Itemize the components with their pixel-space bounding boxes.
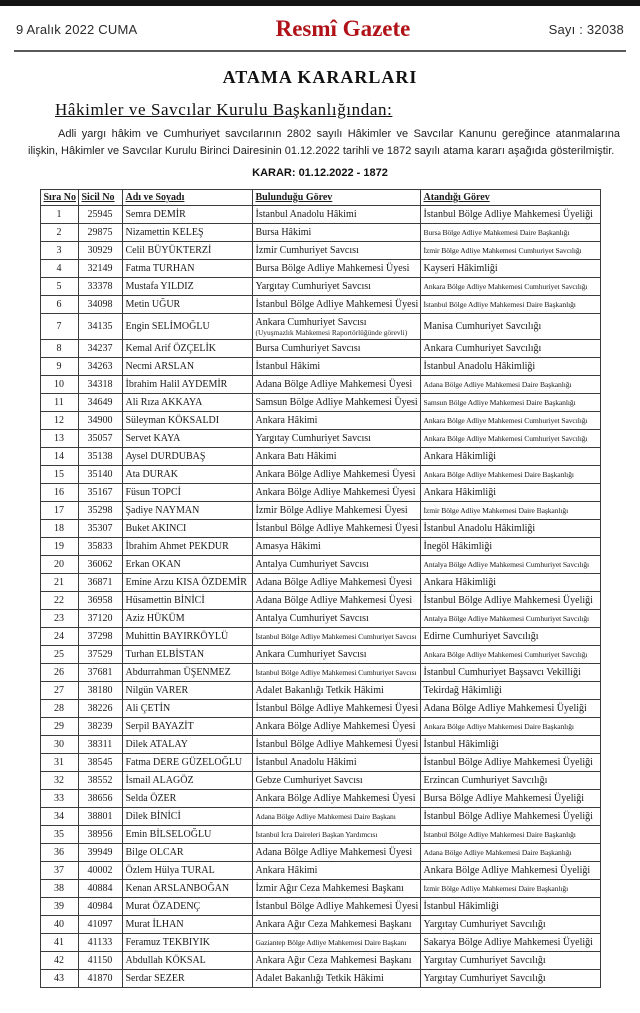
sicil-no-cell: 38552 [78, 772, 122, 790]
table-row [40, 862, 600, 880]
assigned-duty-cell: İstanbul Cumhuriyet Başsavcı Vekilliği [420, 664, 600, 682]
current-duty-cell: Adana Bölge Adliye Mahkemesi Üyesi [252, 376, 420, 394]
sicil-no-cell: 40984 [78, 898, 122, 916]
appointments-tbody [40, 206, 600, 988]
sira-no-cell: 26 [40, 664, 78, 682]
assigned-duty-cell: Yargıtay Cumhuriyet Savcılığı [420, 916, 600, 934]
sicil-no-cell: 35167 [78, 484, 122, 502]
current-duty-cell: İstanbul Anadolu Hâkimi [252, 754, 420, 772]
current-duty-cell: Samsun Bölge Adliye Mahkemesi Üyesi [252, 394, 420, 412]
current-duty-cell: İstanbul Bölge Adliye Mahkemesi Üyesi [252, 736, 420, 754]
table-row [40, 952, 600, 970]
table-row [40, 664, 600, 682]
assigned-duty-cell: İstanbul Hâkimliği [420, 736, 600, 754]
name-cell: Aziz HÜKÜM [122, 610, 252, 628]
current-duty-cell: İstanbul Hâkimi [252, 358, 420, 376]
sicil-no-cell: 30929 [78, 242, 122, 260]
assigned-duty-cell: Ankara Bölge Adliye Mahkemesi Cumhuriyet Savcılığı [420, 412, 600, 430]
table-row [40, 970, 600, 988]
sicil-no-cell: 41150 [78, 952, 122, 970]
sicil-no-cell: 38239 [78, 718, 122, 736]
table-header-row [40, 190, 600, 206]
table-row [40, 538, 600, 556]
current-duty-cell: Ankara Bölge Adliye Mahkemesi Üyesi [252, 790, 420, 808]
sira-no-cell: 18 [40, 520, 78, 538]
table-row [40, 242, 600, 260]
name-cell: Emin BİLSELOĞLU [122, 826, 252, 844]
sicil-no-cell: 38545 [78, 754, 122, 772]
current-duty-cell: Bursa Hâkimi [252, 224, 420, 242]
sira-no-cell: 1 [40, 206, 78, 224]
table-row [40, 736, 600, 754]
sicil-no-cell: 37681 [78, 664, 122, 682]
name-cell: Murat ÖZADENÇ [122, 898, 252, 916]
table-row [40, 206, 600, 224]
name-cell: Nilgün VARER [122, 682, 252, 700]
table-row [40, 296, 600, 314]
current-duty-cell: Ankara Bölge Adliye Mahkemesi Üyesi [252, 718, 420, 736]
name-cell: Metin UĞUR [122, 296, 252, 314]
table-row [40, 358, 600, 376]
sira-no-cell: 6 [40, 296, 78, 314]
assigned-duty-cell: Ankara Bölge Adliye Mahkemesi Cumhuriyet Savcılığı [420, 278, 600, 296]
current-duty-cell: Ankara Ağır Ceza Mahkemesi Başkanı [252, 952, 420, 970]
current-duty-cell: İzmir Bölge Adliye Mahkemesi Üyesi [252, 502, 420, 520]
assigned-duty-cell: Antalya Bölge Adliye Mahkemesi Cumhuriyet Savcılığı [420, 610, 600, 628]
table-row [40, 592, 600, 610]
appointments-table [40, 189, 601, 988]
assigned-duty-cell: Adana Bölge Adliye Mahkemesi Daire Başkanlığı [420, 376, 600, 394]
col-header-assigned-duty: Atandığı Görev [420, 190, 600, 206]
current-duty-cell: İstanbul Bölge Adliye Mahkemesi Üyesi [252, 700, 420, 718]
table-row [40, 278, 600, 296]
table-row [40, 448, 600, 466]
current-duty-cell: Adana Bölge Adliye Mahkemesi Daire Başkanı [252, 808, 420, 826]
sicil-no-cell: 40002 [78, 862, 122, 880]
sira-no-cell: 4 [40, 260, 78, 278]
sira-no-cell: 14 [40, 448, 78, 466]
assigned-duty-cell: Tekirdağ Hâkimliği [420, 682, 600, 700]
name-cell: Serdar SEZER [122, 970, 252, 988]
name-cell: Ali Rıza AKKAYA [122, 394, 252, 412]
sira-no-cell: 35 [40, 826, 78, 844]
name-cell: Özlem Hülya TURAL [122, 862, 252, 880]
sira-no-cell: 40 [40, 916, 78, 934]
sira-no-cell: 31 [40, 754, 78, 772]
sicil-no-cell: 34098 [78, 296, 122, 314]
header-divider [14, 50, 626, 52]
current-duty-cell: Ankara Ağır Ceza Mahkemesi Başkanı [252, 916, 420, 934]
assigned-duty-cell: Ankara Bölge Adliye Mahkemesi Cumhuriyet Savcılığı [420, 646, 600, 664]
name-cell: Murat İLHAN [122, 916, 252, 934]
sira-no-cell: 9 [40, 358, 78, 376]
table-row [40, 826, 600, 844]
table-row [40, 466, 600, 484]
name-cell: Serpil BAYAZİT [122, 718, 252, 736]
table-row [40, 718, 600, 736]
table-row [40, 934, 600, 952]
sira-no-cell: 7 [40, 314, 78, 340]
current-duty-cell: İstanbul Bölge Adliye Mahkemesi Üyesi [252, 520, 420, 538]
table-row [40, 610, 600, 628]
gazette-header [0, 6, 640, 44]
sira-no-cell: 11 [40, 394, 78, 412]
name-cell: Muhittin BAYIRKÖYLÜ [122, 628, 252, 646]
current-duty-cell: İstanbul İcra Daireleri Başkan Yardımcısı [252, 826, 420, 844]
sicil-no-cell: 35298 [78, 502, 122, 520]
assigned-duty-cell: İstanbul Bölge Adliye Mahkemesi Daire Başkanlığı [420, 296, 600, 314]
sicil-no-cell: 36062 [78, 556, 122, 574]
name-cell: Kemal Arif ÖZÇELİK [122, 340, 252, 358]
sira-no-cell: 33 [40, 790, 78, 808]
assigned-duty-cell: İzmir Bölge Adliye Mahkemesi Daire Başkanlığı [420, 502, 600, 520]
assigned-duty-cell: İzmir Bölge Adliye Mahkemesi Daire Başkanlığı [420, 880, 600, 898]
sicil-no-cell: 34649 [78, 394, 122, 412]
sira-no-cell: 32 [40, 772, 78, 790]
current-duty-cell: Ankara Hâkimi [252, 412, 420, 430]
assigned-duty-cell: Antalya Bölge Adliye Mahkemesi Cumhuriyet Savcılığı [420, 556, 600, 574]
table-row [40, 314, 600, 340]
current-duty-cell: İstanbul Anadolu Hâkimi [252, 206, 420, 224]
sicil-no-cell: 38956 [78, 826, 122, 844]
current-duty-cell: İzmir Cumhuriyet Savcısı [252, 242, 420, 260]
sicil-no-cell: 39949 [78, 844, 122, 862]
table-row [40, 916, 600, 934]
table-row [40, 880, 600, 898]
sira-no-cell: 3 [40, 242, 78, 260]
gazette-issue-number: Sayı : 32038 [548, 21, 624, 37]
name-cell: Süleyman KÖKSALDI [122, 412, 252, 430]
current-duty-cell: Ankara Cumhuriyet Savcısı [252, 646, 420, 664]
sira-no-cell: 12 [40, 412, 78, 430]
assigned-duty-cell: Ankara Bölge Adliye Mahkemesi Cumhuriyet Savcılığı [420, 430, 600, 448]
name-cell: Mustafa YILDIZ [122, 278, 252, 296]
sira-no-cell: 13 [40, 430, 78, 448]
sicil-no-cell: 35057 [78, 430, 122, 448]
sicil-no-cell: 33378 [78, 278, 122, 296]
name-cell: Fatma TURHAN [122, 260, 252, 278]
sira-no-cell: 2 [40, 224, 78, 242]
sicil-no-cell: 34318 [78, 376, 122, 394]
assigned-duty-cell: Edirne Cumhuriyet Savcılığı [420, 628, 600, 646]
table-row [40, 430, 600, 448]
name-cell: Emine Arzu KISA ÖZDEMİR [122, 574, 252, 592]
sicil-no-cell: 29875 [78, 224, 122, 242]
sira-no-cell: 30 [40, 736, 78, 754]
sicil-no-cell: 34135 [78, 314, 122, 340]
sicil-no-cell: 38311 [78, 736, 122, 754]
assigned-duty-cell: Ankara Hâkimliği [420, 574, 600, 592]
assigned-duty-cell: İzmir Bölge Adliye Mahkemesi Cumhuriyet Savcılığı [420, 242, 600, 260]
name-cell: Necmi ARSLAN [122, 358, 252, 376]
name-cell: Ata DURAK [122, 466, 252, 484]
name-cell: Şadiye NAYMAN [122, 502, 252, 520]
name-cell: Ali ÇETİN [122, 700, 252, 718]
table-row [40, 628, 600, 646]
name-cell: Feramuz TEKBIYIK [122, 934, 252, 952]
col-header-sicil-no: Sicil No [78, 190, 122, 206]
authority-heading: Hâkimler ve Savcılar Kurulu Başkanlığından: [55, 100, 393, 119]
sira-no-cell: 41 [40, 934, 78, 952]
current-duty-cell: Bursa Cumhuriyet Savcısı [252, 340, 420, 358]
table-row [40, 700, 600, 718]
assigned-duty-cell: İstanbul Anadolu Hâkimliği [420, 358, 600, 376]
gazette-date: 9 Aralık 2022 CUMA [16, 21, 138, 37]
sira-no-cell: 39 [40, 898, 78, 916]
decision-line: KARAR: 01.12.2022 - 1872 [252, 167, 388, 179]
table-row [40, 754, 600, 772]
table-row [40, 376, 600, 394]
sira-no-cell: 25 [40, 646, 78, 664]
intro-paragraph: Adli yargı hâkim ve Cumhuriyet savcılarının 2802 sayılı Hâkimler ve Savcılar Kanunu gereğince atanmalarına ilişkin, Hâkimler ve Savcılar Kurulu Birinci Dairesinin 01.12.2022 tarihli ve 1872 sayılı atama kararı aşağıda gösterilmiştir. [28, 128, 620, 157]
table-row [40, 574, 600, 592]
current-duty-cell: Bursa Bölge Adliye Mahkemesi Üyesi [252, 260, 420, 278]
col-header-sira-no: Sıra No [40, 190, 78, 206]
current-duty-cell: Ankara Hâkimi [252, 862, 420, 880]
current-duty-cell: Yargıtay Cumhuriyet Savcısı [252, 278, 420, 296]
assigned-duty-cell: İstanbul Bölge Adliye Mahkemesi Üyeliği [420, 754, 600, 772]
table-row [40, 646, 600, 664]
name-cell: Kenan ARSLANBOĞAN [122, 880, 252, 898]
sicil-no-cell: 36871 [78, 574, 122, 592]
sira-no-cell: 5 [40, 278, 78, 296]
sira-no-cell: 43 [40, 970, 78, 988]
current-duty-cell: Yargıtay Cumhuriyet Savcısı [252, 430, 420, 448]
sira-no-cell: 42 [40, 952, 78, 970]
name-cell: Servet KAYA [122, 430, 252, 448]
gazette-title: Resmî Gazete [275, 16, 411, 41]
name-cell: İbrahim Ahmet PEKDUR [122, 538, 252, 556]
duty-note: (Uyuşmazlık Mahkemesi Raportörlüğünde görevli) [255, 328, 408, 337]
current-duty-cell: İstanbul Bölge Adliye Mahkemesi Cumhuriyet Savcısı [252, 628, 420, 646]
assigned-duty-cell: Adana Bölge Adliye Mahkemesi Üyeliği [420, 700, 600, 718]
current-duty-cell: Adana Bölge Adliye Mahkemesi Üyesi [252, 592, 420, 610]
sicil-no-cell: 36958 [78, 592, 122, 610]
assigned-duty-cell: Manisa Cumhuriyet Savcılığı [420, 314, 600, 340]
sicil-no-cell: 35833 [78, 538, 122, 556]
current-duty-cell: Gaziantep Bölge Adliye Mahkemesi Daire Başkanı [252, 934, 420, 952]
name-cell: Dilek ATALAY [122, 736, 252, 754]
sicil-no-cell: 38656 [78, 790, 122, 808]
assigned-duty-cell: Ankara Cumhuriyet Savcılığı [420, 340, 600, 358]
sicil-no-cell: 41870 [78, 970, 122, 988]
assigned-duty-cell: Bursa Bölge Adliye Mahkemesi Daire Başkanlığı [420, 224, 600, 242]
table-row [40, 808, 600, 826]
current-duty-cell: Adalet Bakanlığı Tetkik Hâkimi [252, 970, 420, 988]
assigned-duty-cell: Kayseri Hâkimliği [420, 260, 600, 278]
assigned-duty-cell: Samsun Bölge Adliye Mahkemesi Daire Başkanlığı [420, 394, 600, 412]
sira-no-cell: 27 [40, 682, 78, 700]
assigned-duty-cell: Ankara Hâkimliği [420, 448, 600, 466]
table-row [40, 224, 600, 242]
name-cell: İsmail ALAGÖZ [122, 772, 252, 790]
sira-no-cell: 15 [40, 466, 78, 484]
sicil-no-cell: 41097 [78, 916, 122, 934]
assigned-duty-cell: İstanbul Bölge Adliye Mahkemesi Üyeliği [420, 206, 600, 224]
name-cell: Buket AKINCI [122, 520, 252, 538]
sira-no-cell: 23 [40, 610, 78, 628]
name-cell: Engin SELİMOĞLU [122, 314, 252, 340]
page-title: ATAMA KARARLARI [222, 67, 418, 87]
sira-no-cell: 8 [40, 340, 78, 358]
assigned-duty-cell: Yargıtay Cumhuriyet Savcılığı [420, 952, 600, 970]
name-cell: Aysel DURDUBAŞ [122, 448, 252, 466]
assigned-duty-cell: Adana Bölge Adliye Mahkemesi Daire Başkanlığı [420, 844, 600, 862]
sicil-no-cell: 32149 [78, 260, 122, 278]
table-row [40, 502, 600, 520]
sicil-no-cell: 35307 [78, 520, 122, 538]
assigned-duty-cell: Erzincan Cumhuriyet Savcılığı [420, 772, 600, 790]
sira-no-cell: 28 [40, 700, 78, 718]
assigned-duty-cell: İstanbul Bölge Adliye Mahkemesi Daire Başkanlığı [420, 826, 600, 844]
sicil-no-cell: 25945 [78, 206, 122, 224]
table-row [40, 412, 600, 430]
table-row [40, 394, 600, 412]
assigned-duty-cell: İstanbul Bölge Adliye Mahkemesi Üyeliği [420, 592, 600, 610]
name-cell: Celil BÜYÜKTERZİ [122, 242, 252, 260]
current-duty-cell: Ankara Bölge Adliye Mahkemesi Üyesi [252, 484, 420, 502]
current-duty-cell: Adana Bölge Adliye Mahkemesi Üyesi [252, 574, 420, 592]
current-duty-cell: Gebze Cumhuriyet Savcısı [252, 772, 420, 790]
sicil-no-cell: 37298 [78, 628, 122, 646]
sicil-no-cell: 37120 [78, 610, 122, 628]
sira-no-cell: 10 [40, 376, 78, 394]
table-row [40, 260, 600, 278]
col-header-name: Adı ve Soyadı [122, 190, 252, 206]
table-row [40, 682, 600, 700]
sicil-no-cell: 34263 [78, 358, 122, 376]
assigned-duty-cell: İstanbul Bölge Adliye Mahkemesi Üyeliği [420, 808, 600, 826]
sira-no-cell: 17 [40, 502, 78, 520]
current-duty-cell: Ankara Bölge Adliye Mahkemesi Üyesi [252, 466, 420, 484]
current-duty-cell: İstanbul Bölge Adliye Mahkemesi Üyesi [252, 898, 420, 916]
assigned-duty-cell: İstanbul Hâkimliği [420, 898, 600, 916]
current-duty-cell: İzmir Ağır Ceza Mahkemesi Başkanı [252, 880, 420, 898]
sira-no-cell: 24 [40, 628, 78, 646]
table-row [40, 520, 600, 538]
col-header-current-duty: Bulunduğu Görev [252, 190, 420, 206]
current-duty-cell: Antalya Cumhuriyet Savcısı [252, 610, 420, 628]
sira-no-cell: 20 [40, 556, 78, 574]
table-row [40, 898, 600, 916]
assigned-duty-cell: Ankara Hâkimliği [420, 484, 600, 502]
assigned-duty-cell: Ankara Bölge Adliye Mahkemesi Üyeliği [420, 862, 600, 880]
current-duty-cell: Ankara Batı Hâkimi [252, 448, 420, 466]
name-cell: Turhan ELBİSTAN [122, 646, 252, 664]
current-duty-cell: Ankara Cumhuriyet Savcısı (Uyuşmazlık Mahkemesi Raportörlüğünde görevli) [252, 314, 420, 340]
sira-no-cell: 21 [40, 574, 78, 592]
name-cell: Selda ÖZER [122, 790, 252, 808]
name-cell: Hüsamettin BİNİCİ [122, 592, 252, 610]
table-row [40, 772, 600, 790]
sira-no-cell: 38 [40, 880, 78, 898]
name-cell: Fatma DERE GÜZELOĞLU [122, 754, 252, 772]
table-row [40, 484, 600, 502]
name-cell: Abdurrahman ÜŞENMEZ [122, 664, 252, 682]
name-cell: Bilge OLCAR [122, 844, 252, 862]
name-cell: İbrahim Halil AYDEMİR [122, 376, 252, 394]
sira-no-cell: 37 [40, 862, 78, 880]
current-duty-cell: Adalet Bakanlığı Tetkik Hâkimi [252, 682, 420, 700]
table-row [40, 340, 600, 358]
sira-no-cell: 36 [40, 844, 78, 862]
sira-no-cell: 29 [40, 718, 78, 736]
sira-no-cell: 19 [40, 538, 78, 556]
assigned-duty-cell: İnegöl Hâkimliği [420, 538, 600, 556]
sicil-no-cell: 35140 [78, 466, 122, 484]
sicil-no-cell: 34237 [78, 340, 122, 358]
sicil-no-cell: 41133 [78, 934, 122, 952]
table-row [40, 790, 600, 808]
current-duty-cell: İstanbul Bölge Adliye Mahkemesi Üyesi [252, 296, 420, 314]
assigned-duty-cell: Ankara Bölge Adliye Mahkemesi Daire Başkanlığı [420, 466, 600, 484]
name-cell: Nizamettin KELEŞ [122, 224, 252, 242]
sicil-no-cell: 34900 [78, 412, 122, 430]
sicil-no-cell: 35138 [78, 448, 122, 466]
name-cell: Erkan OKAN [122, 556, 252, 574]
name-cell: Abdullah KÖKSAL [122, 952, 252, 970]
sira-no-cell: 34 [40, 808, 78, 826]
assigned-duty-cell: İstanbul Anadolu Hâkimliği [420, 520, 600, 538]
assigned-duty-cell: Bursa Bölge Adliye Mahkemesi Üyeliği [420, 790, 600, 808]
assigned-duty-cell: Yargıtay Cumhuriyet Savcılığı [420, 970, 600, 988]
assigned-duty-cell: Sakarya Bölge Adliye Mahkemesi Üyeliği [420, 934, 600, 952]
name-cell: Füsun TOPCİ [122, 484, 252, 502]
table-row [40, 556, 600, 574]
name-cell: Dilek BİNİCİ [122, 808, 252, 826]
sicil-no-cell: 38801 [78, 808, 122, 826]
table-row [40, 844, 600, 862]
assigned-duty-cell: Ankara Bölge Adliye Mahkemesi Daire Başkanlığı [420, 718, 600, 736]
sira-no-cell: 22 [40, 592, 78, 610]
sicil-no-cell: 38226 [78, 700, 122, 718]
sicil-no-cell: 37529 [78, 646, 122, 664]
name-cell: Semra DEMİR [122, 206, 252, 224]
sicil-no-cell: 38180 [78, 682, 122, 700]
current-duty-cell: Antalya Cumhuriyet Savcısı [252, 556, 420, 574]
current-duty-cell: Amasya Hâkimi [252, 538, 420, 556]
sicil-no-cell: 40884 [78, 880, 122, 898]
current-duty-cell: İstanbul Bölge Adliye Mahkemesi Cumhuriyet Savcısı [252, 664, 420, 682]
sira-no-cell: 16 [40, 484, 78, 502]
current-duty-cell: Adana Bölge Adliye Mahkemesi Üyesi [252, 844, 420, 862]
